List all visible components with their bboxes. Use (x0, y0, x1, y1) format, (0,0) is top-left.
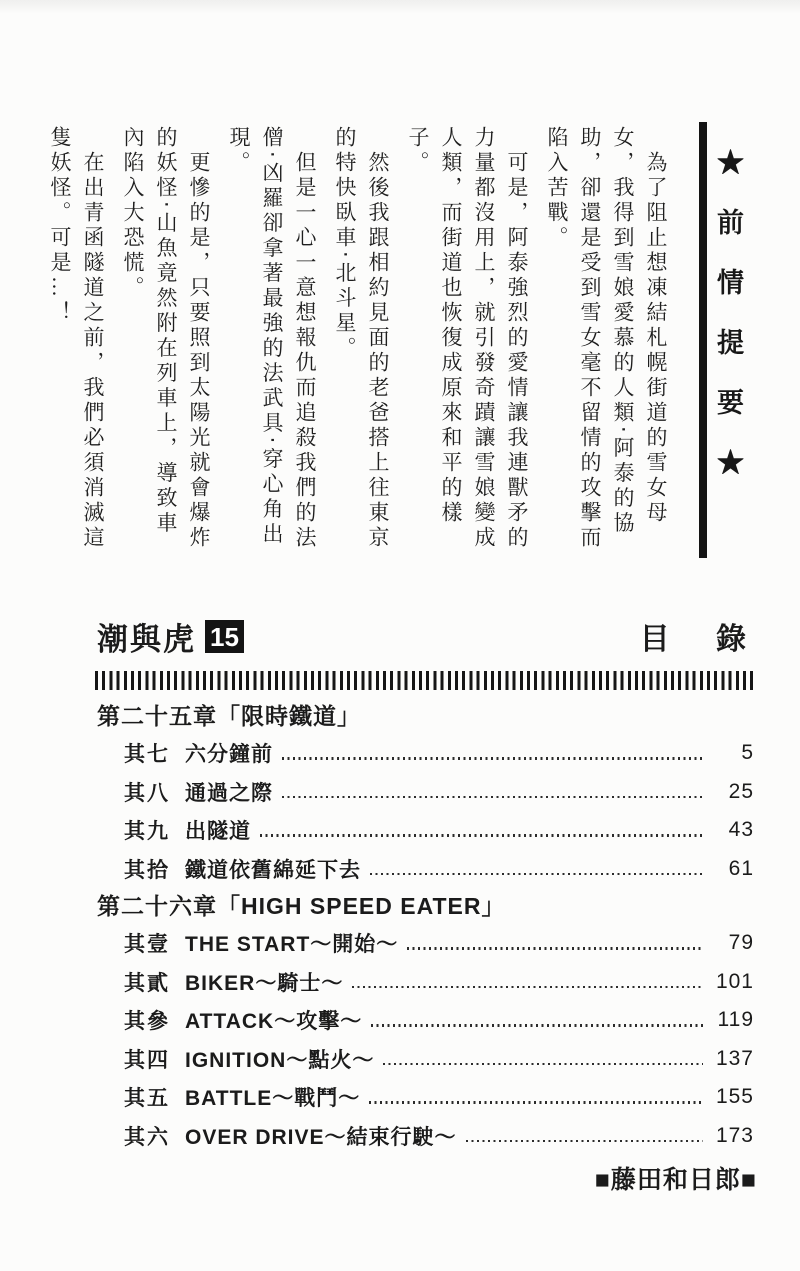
recap-paragraph: 但是一心一意想報仇而追殺我們的法僧‧凶羅卻拿著最強的法武具‧穿心角出現。 (227, 126, 317, 551)
dot-leader (260, 834, 703, 837)
entry-label: 其六 (124, 1125, 170, 1149)
toc-heading: 目 錄 (639, 623, 747, 656)
chapter-title: 第二十六章「HIGH SPEED EATER」 (97, 893, 506, 919)
entry-label: 其八 (124, 781, 170, 805)
dot-leader (371, 1024, 703, 1027)
entry-title: 出隧道 (185, 820, 251, 844)
toc-entry (97, 773, 754, 812)
entry-page-number: 5 (741, 741, 754, 765)
entry-label: 其拾 (124, 858, 170, 882)
dot-leader (466, 1140, 703, 1143)
entry-title: OVER DRIVE～結束行駛～ (185, 1125, 457, 1149)
dot-leader (352, 986, 703, 989)
entry-title: 鐵道依舊綿延下去 (185, 858, 361, 882)
toc-entry (97, 963, 754, 1002)
decorative-striped-rule (95, 671, 756, 690)
entry-label: 其五 (124, 1087, 170, 1111)
entry-label: 其四 (124, 1048, 170, 1072)
entry-page-number: 101 (715, 969, 754, 993)
toc-header (97, 614, 747, 658)
toc-entry (97, 1117, 754, 1156)
entry-page-number: 173 (715, 1123, 754, 1147)
toc-entry (97, 734, 754, 773)
recap-paragraph: 更慘的是，只要照到太陽光就會爆炸的妖怪‧山魚竟然附在列車上，導致車內陷入大恐慌。 (121, 126, 211, 551)
entry-title: 六分鐘前 (185, 743, 273, 767)
entry-title: BATTLE～戰鬥～ (185, 1087, 361, 1111)
chapter-title: 第二十五章「限時鐵道」 (97, 703, 361, 729)
entry-page-number: 137 (715, 1046, 754, 1070)
entry-title: 通過之際 (185, 781, 273, 805)
author-credit: ■藤田和日郎■ (594, 1166, 757, 1194)
dot-leader (407, 947, 703, 950)
recap-paragraph: 為了阻止想凍結札幌街道的雪女母女，我得到雪娘愛慕的人類‧阿泰的協助，卻還是受到雪女毫不留情的攻擊而陷入苦戰。 (545, 126, 668, 551)
recap-header-label: ★前情提要★ (713, 148, 743, 508)
toc-entry (97, 811, 754, 850)
entry-page-number: 79 (728, 931, 754, 955)
entry-page-number: 43 (728, 818, 754, 842)
entry-label: 其貳 (124, 971, 170, 995)
dot-leader (282, 796, 703, 799)
recap-synopsis (43, 126, 672, 560)
recap-paragraph: 然後我跟相約見面的老爸搭上往東京的特快臥車‧北斗星。 (333, 126, 390, 551)
toc-entry (97, 850, 754, 889)
dot-leader (383, 1063, 703, 1066)
toc-entry (97, 1001, 754, 1040)
entry-label: 其參 (124, 1010, 170, 1034)
entry-title: THE START～開始～ (185, 933, 399, 957)
entry-page-number: 119 (717, 1008, 754, 1032)
volume-badge: 15 (205, 620, 244, 653)
entry-title: IGNITION～點火～ (185, 1048, 375, 1072)
vertical-divider-rule (699, 122, 707, 558)
toc-entry (97, 924, 754, 963)
entry-page-number: 61 (728, 856, 754, 880)
dot-leader (370, 873, 703, 876)
series-title-group (97, 614, 244, 659)
entry-title: BIKER～騎士～ (185, 971, 344, 995)
entry-page-number: 155 (715, 1085, 754, 1109)
dot-leader (369, 1101, 703, 1104)
entry-page-number: 25 (728, 779, 754, 803)
series-title: 潮與虎 (97, 621, 196, 657)
entry-label: 其壹 (124, 933, 170, 957)
toc-list (97, 698, 754, 1155)
recap-paragraph: 在出青函隧道之前，我們必須消滅這隻妖怪。可是…！ (48, 126, 105, 551)
entry-title: ATTACK～攻擊～ (185, 1010, 363, 1034)
dot-leader (282, 757, 703, 760)
entry-label: 其七 (124, 743, 170, 767)
entry-label: 其九 (124, 820, 170, 844)
toc-entry (97, 1078, 754, 1117)
toc-entry (97, 1040, 754, 1079)
recap-paragraph: 可是，阿泰強烈的愛情讓我連獸矛的力量都沒用上，就引發奇蹟讓雪娘變成人類，而街道也恢復成原來和平的樣子。 (406, 126, 529, 551)
